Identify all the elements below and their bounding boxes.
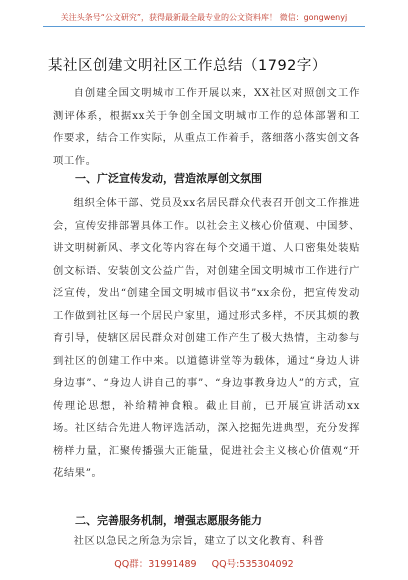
section-2-text: 社区以急民之所急为宗旨，建立了以文化教育、科普: [73, 535, 325, 547]
footer-qq-group: QQ群：31991489: [114, 559, 197, 570]
footer-qq-number: QQ号:535304092: [211, 559, 294, 570]
section-1-paragraph: [53, 192, 360, 485]
intro-text: 自创建全国文明城市工作开展以来，XX社区对照创文工作测评体系，根据xx关于争创全国文明城市工作的总体部署和工作要求，结合工作实际，从重点工作着手，落细落小落实创文各项工作。: [53, 87, 360, 167]
header-banner: 关注头条号“公文研究”，获得最新最全最专业的公文资料库！ 微信：gongwenyj: [43, 8, 365, 27]
section-1-text: 组织全体干部、党员及xx名居民群众代表召开创文工作推进会，宣传安排部署具体工作。以社会主义核心价值观、中国梦、讲文明树新风、孝文化等内容在每个交通干道、人口密集处装贴创文标语、安装创文公益广告，对创建全国文明城市工作进行广泛宣传，发出“创建全国文明城市倡议书”xx余份，把宣传发动工作做到社区每一个居民户家里，通过形式多样，不厌其烦的教育引导，使辖区居民群众对创建工作产生了极大热情，主动参与到社区的创建工作中来。以道德讲堂等为载体，通过“身边人讲身边事”、“身边人讲自己的事”、“身边事教身边人”的方式，宣传理论思想，补给精神食粮。截止目前，已开展宣讲活动xx场。社区结合先进人物评选活动，深入挖掘先进典型，充分发挥榜样力量，汇聚传播强大正能量，促进社会主义核心价值观“开花结果”。: [53, 197, 360, 479]
section-2-paragraph: [53, 530, 360, 553]
section-2-heading: 二、完善服务机制，增强志愿服务能力: [75, 514, 262, 527]
section-1-heading: 一、广泛宣传发动，营造浓厚创文氛围: [75, 172, 262, 185]
document-title: 某社区创建文明社区工作总结（1792字）: [48, 58, 327, 74]
footer-contact: [0, 556, 408, 570]
intro-paragraph: [53, 82, 360, 172]
